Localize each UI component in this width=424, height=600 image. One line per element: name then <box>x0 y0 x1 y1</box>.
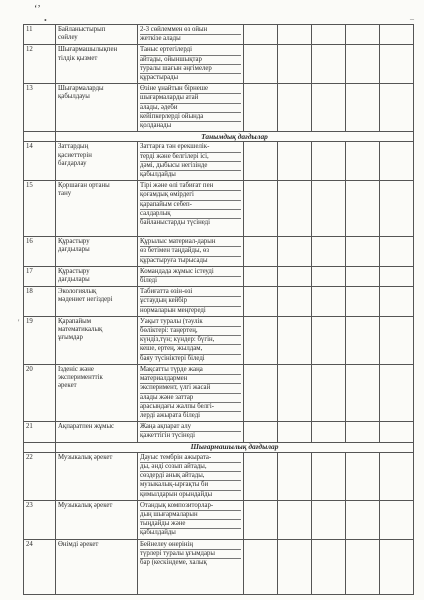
skill-name <box>56 142 138 181</box>
description-line: айтады, ойыншықтар <box>140 56 241 65</box>
skill-name <box>56 422 138 442</box>
empty-assessment-cell <box>278 45 312 84</box>
empty-assessment-cell <box>312 237 346 267</box>
skill-name <box>56 316 138 364</box>
skill-name-line: эксперименттік <box>58 374 103 382</box>
description-line: құрастыруға тырысады <box>140 256 208 264</box>
description-line: бар (кескіндеме, халық <box>140 558 207 566</box>
empty-assessment-cell <box>278 422 312 442</box>
row-number: 15 <box>24 181 56 237</box>
skill-name-line: математикалық <box>58 326 103 334</box>
table-row <box>24 25 414 45</box>
skill-name-line: Ізденіс және <box>58 365 94 373</box>
empty-assessment-cell <box>346 500 380 539</box>
description-line: дәмі, дыбысы негізінде <box>140 162 241 171</box>
skill-name-line: Құрастыру <box>58 238 90 246</box>
skill-name <box>56 84 138 132</box>
skill-name <box>56 25 138 45</box>
skill-description <box>138 452 244 500</box>
section-blank-cell <box>24 132 56 142</box>
empty-assessment-cell <box>312 266 346 286</box>
table-row <box>24 84 414 132</box>
empty-assessment-cell <box>244 142 278 181</box>
skill-name-line: қасиеттерін <box>58 151 92 159</box>
skill-name-line: Шығармаларды <box>58 85 104 93</box>
empty-assessment-cell <box>244 237 278 267</box>
table-row <box>24 539 414 594</box>
skill-name-line: Байланыстырып <box>58 26 106 33</box>
table-row <box>24 266 414 286</box>
description-line: қабылдайды <box>140 529 176 537</box>
skill-description <box>138 287 244 317</box>
description-line: эксперимент, үлгі жасай <box>140 384 241 393</box>
empty-assessment-cell <box>380 316 414 364</box>
row-number: 18 <box>24 287 56 317</box>
skill-name-line: Ақпаратпен жұмыс <box>58 423 115 431</box>
skill-name-line: сөйлеу <box>58 34 78 42</box>
empty-assessment-cell <box>278 237 312 267</box>
section-header-row <box>24 442 414 452</box>
description-line: шығармаларды атай <box>140 94 241 103</box>
description-line: 2-3 сөйлеммен өз ойын <box>140 26 241 35</box>
skill-description <box>138 364 244 421</box>
description-line: Дауыс тембрін ажырата- <box>140 454 241 463</box>
description-line: біледі <box>140 277 158 285</box>
empty-assessment-cell <box>244 422 278 442</box>
table-body <box>24 25 414 595</box>
description-line: Командада жұмыс істеуді <box>140 268 241 277</box>
row-number: 17 <box>24 266 56 286</box>
table-row <box>24 364 414 421</box>
empty-assessment-cell <box>312 316 346 364</box>
skill-name-line: мәдениет негіздері <box>58 296 113 304</box>
empty-assessment-cell <box>244 25 278 45</box>
skill-description <box>138 539 244 594</box>
empty-assessment-cell <box>278 539 312 594</box>
empty-assessment-cell <box>312 287 346 317</box>
description-line: алады, әдеби <box>140 104 241 113</box>
description-line: лерді ажырата біледі <box>140 411 201 419</box>
description-line: түрлері туралы ұғымдары <box>140 550 241 559</box>
description-line: Заттарға тән ерекшелік- <box>140 143 241 152</box>
empty-assessment-cell <box>244 181 278 237</box>
table-row <box>24 500 414 539</box>
row-number: 19 <box>24 316 56 364</box>
skill-name <box>56 237 138 267</box>
scan-dot: • <box>44 16 47 25</box>
empty-assessment-cell <box>244 500 278 539</box>
skill-description <box>138 500 244 539</box>
section-title: Шығармашылық дағдылар <box>56 442 414 452</box>
empty-assessment-cell <box>346 266 380 286</box>
skill-description <box>138 25 244 45</box>
empty-assessment-cell <box>244 316 278 364</box>
skill-name <box>56 266 138 286</box>
skill-name <box>56 364 138 421</box>
empty-assessment-cell <box>380 287 414 317</box>
empty-assessment-cell <box>278 142 312 181</box>
description-line: қабылдайды <box>140 171 176 179</box>
empty-assessment-cell <box>244 287 278 317</box>
skill-name-line: дағдылары <box>58 276 90 284</box>
section-blank-cell <box>24 442 56 452</box>
empty-assessment-cell <box>346 316 380 364</box>
side-mark: ' <box>18 318 20 327</box>
empty-assessment-cell <box>278 181 312 237</box>
empty-assessment-cell <box>278 316 312 364</box>
table-row <box>24 287 414 317</box>
skill-description <box>138 316 244 364</box>
empty-assessment-cell <box>380 539 414 594</box>
description-line: тыңдайды және <box>140 520 241 529</box>
description-line: қажеттігін түсінеді <box>140 432 195 440</box>
description-line: Жаңа ақпарат алу <box>140 423 241 432</box>
row-number: 21 <box>24 422 56 442</box>
description-line: баяу түсініктері біледі <box>140 354 205 362</box>
description-line: арасындағы жалпы белгі- <box>140 403 241 412</box>
empty-assessment-cell <box>278 287 312 317</box>
description-line: сөздерді анық айтады, <box>140 472 241 481</box>
skill-name-line: дағдылары <box>58 246 90 254</box>
empty-assessment-cell <box>244 364 278 421</box>
description-line: терді және белгілері ісі, <box>140 153 241 162</box>
row-number: 14 <box>24 142 56 181</box>
description-line: алады және заттар <box>140 394 241 403</box>
empty-assessment-cell <box>380 422 414 442</box>
scan-mark: ‘’ <box>34 4 41 15</box>
empty-assessment-cell <box>312 142 346 181</box>
description-line: қолданады <box>140 122 172 130</box>
skill-name <box>56 45 138 84</box>
empty-assessment-cell <box>380 266 414 286</box>
skill-name-line: Шығармашылықпен <box>58 46 118 54</box>
description-line: байланыстарды түсінеді <box>140 219 211 227</box>
table-row <box>24 452 414 500</box>
skill-name-line: Құрастыру <box>58 267 90 275</box>
description-line: нормаларын меңгереді <box>140 306 206 314</box>
skill-name-line: Қарапайым <box>58 317 92 325</box>
table-row <box>24 45 414 84</box>
empty-assessment-cell <box>312 500 346 539</box>
skill-name <box>56 452 138 500</box>
description-line: өз бетімен таңдайды, өз <box>140 247 241 256</box>
empty-assessment-cell <box>244 266 278 286</box>
table-row <box>24 422 414 442</box>
empty-assessment-cell <box>346 422 380 442</box>
skill-name-line: Заттардың <box>58 143 89 151</box>
table-row <box>24 181 414 237</box>
description-line: қимылдарын орындайды <box>140 490 213 498</box>
skill-name-line: қабылдауы <box>58 93 90 101</box>
empty-assessment-cell <box>312 422 346 442</box>
table-row <box>24 316 414 364</box>
description-line: күндіз,түн; күндер: бүгін, <box>140 336 241 345</box>
description-line: кейіпкерлерді ойында <box>140 113 241 122</box>
empty-assessment-cell <box>278 364 312 421</box>
skill-description <box>138 84 244 132</box>
row-number: 23 <box>24 500 56 539</box>
description-line: Өзіне ұнайтын бірнеше <box>140 85 241 94</box>
row-number: 12 <box>24 45 56 84</box>
empty-assessment-cell <box>346 25 380 45</box>
empty-assessment-cell <box>312 452 346 500</box>
empty-assessment-cell <box>380 84 414 132</box>
description-line: ұстаудың кейбір <box>140 297 241 306</box>
skill-description <box>138 422 244 442</box>
empty-assessment-cell <box>346 539 380 594</box>
skill-name <box>56 181 138 237</box>
skill-name-line: Өнімді әрекет <box>58 540 99 548</box>
row-number: 11 <box>24 25 56 45</box>
skill-description <box>138 45 244 84</box>
description-line: кеше, ертең, жылдам, <box>140 345 241 354</box>
empty-assessment-cell <box>312 45 346 84</box>
empty-assessment-cell <box>312 181 346 237</box>
empty-assessment-cell <box>278 25 312 45</box>
empty-assessment-cell <box>312 25 346 45</box>
description-line: қарапайым себеп- <box>140 201 241 210</box>
row-number: 16 <box>24 237 56 267</box>
description-line: дың шығармаларын <box>140 511 241 520</box>
empty-assessment-cell <box>312 539 346 594</box>
description-line: туралы шағын әңгімелер <box>140 65 241 74</box>
skill-description <box>138 237 244 267</box>
empty-assessment-cell <box>346 364 380 421</box>
empty-assessment-cell <box>380 25 414 45</box>
skill-name-line: Музыкалық әрекет <box>58 453 113 461</box>
empty-assessment-cell <box>244 84 278 132</box>
description-line: Уақыт туралы (тәулік <box>140 318 241 327</box>
skill-description <box>138 266 244 286</box>
empty-assessment-cell <box>244 452 278 500</box>
skill-description <box>138 181 244 237</box>
description-line: ды, әнді созып айтады, <box>140 463 241 472</box>
empty-assessment-cell <box>346 452 380 500</box>
description-line: Табиғатта өзін-өзі <box>140 288 241 297</box>
description-line: Құрылыс материал-дарын <box>140 238 241 247</box>
description-line: бөліктері: таңертең, <box>140 327 241 336</box>
description-line: Тірі және өлі табиғат пен <box>140 182 241 191</box>
skill-name-line: тілдік қызмет <box>58 54 98 62</box>
skill-name <box>56 500 138 539</box>
empty-assessment-cell <box>312 364 346 421</box>
empty-assessment-cell <box>278 266 312 286</box>
skill-description <box>138 142 244 181</box>
empty-assessment-cell <box>380 181 414 237</box>
row-number: 20 <box>24 364 56 421</box>
row-number: 13 <box>24 84 56 132</box>
corner-mark: – <box>410 14 414 23</box>
empty-assessment-cell <box>380 364 414 421</box>
skill-name-line: ұғымдар <box>58 334 83 342</box>
skill-name <box>56 539 138 594</box>
skills-table <box>23 24 414 595</box>
empty-assessment-cell <box>346 181 380 237</box>
empty-assessment-cell <box>380 237 414 267</box>
skill-name-line: әрекет <box>58 382 77 390</box>
empty-assessment-cell <box>278 500 312 539</box>
empty-assessment-cell <box>312 84 346 132</box>
row-number: 22 <box>24 452 56 500</box>
description-line: Таныс ертегілерді <box>140 46 241 55</box>
description-line: Отандық композиторлар- <box>140 502 241 511</box>
skill-name-line: Қоршаған ортаны <box>58 182 110 190</box>
section-header-row <box>24 132 414 142</box>
row-number: 24 <box>24 539 56 594</box>
empty-assessment-cell <box>380 500 414 539</box>
description-line: салдарлық <box>140 210 241 219</box>
table-row <box>24 237 414 267</box>
empty-assessment-cell <box>346 45 380 84</box>
empty-assessment-cell <box>244 45 278 84</box>
skill-name-line: Экологиялық <box>58 288 97 296</box>
empty-assessment-cell <box>380 452 414 500</box>
description-line: құрастырады <box>140 74 179 82</box>
skill-name-line: тану <box>58 190 72 198</box>
empty-assessment-cell <box>346 237 380 267</box>
empty-assessment-cell <box>244 539 278 594</box>
description-line: Бейнелеу өнерінің <box>140 541 241 550</box>
table-row <box>24 142 414 181</box>
section-title: Танымдық дағдылар <box>56 132 414 142</box>
empty-assessment-cell <box>380 142 414 181</box>
empty-assessment-cell <box>346 142 380 181</box>
empty-assessment-cell <box>346 84 380 132</box>
skill-name-line: Музыкалық әрекет <box>58 501 113 509</box>
description-line: Мақсатты түрде жаңа <box>140 366 241 375</box>
skill-name-line: бағдарлау <box>58 159 87 167</box>
description-line: қоғамдық өмірдегі <box>140 191 241 200</box>
skill-name <box>56 287 138 317</box>
empty-assessment-cell <box>380 45 414 84</box>
description-line: материалдармен <box>140 375 241 384</box>
empty-assessment-cell <box>346 287 380 317</box>
empty-assessment-cell <box>278 452 312 500</box>
empty-assessment-cell <box>278 84 312 132</box>
description-line: музыкалық-ырғақты би <box>140 481 241 490</box>
description-line: жеткізе алады <box>140 35 181 43</box>
